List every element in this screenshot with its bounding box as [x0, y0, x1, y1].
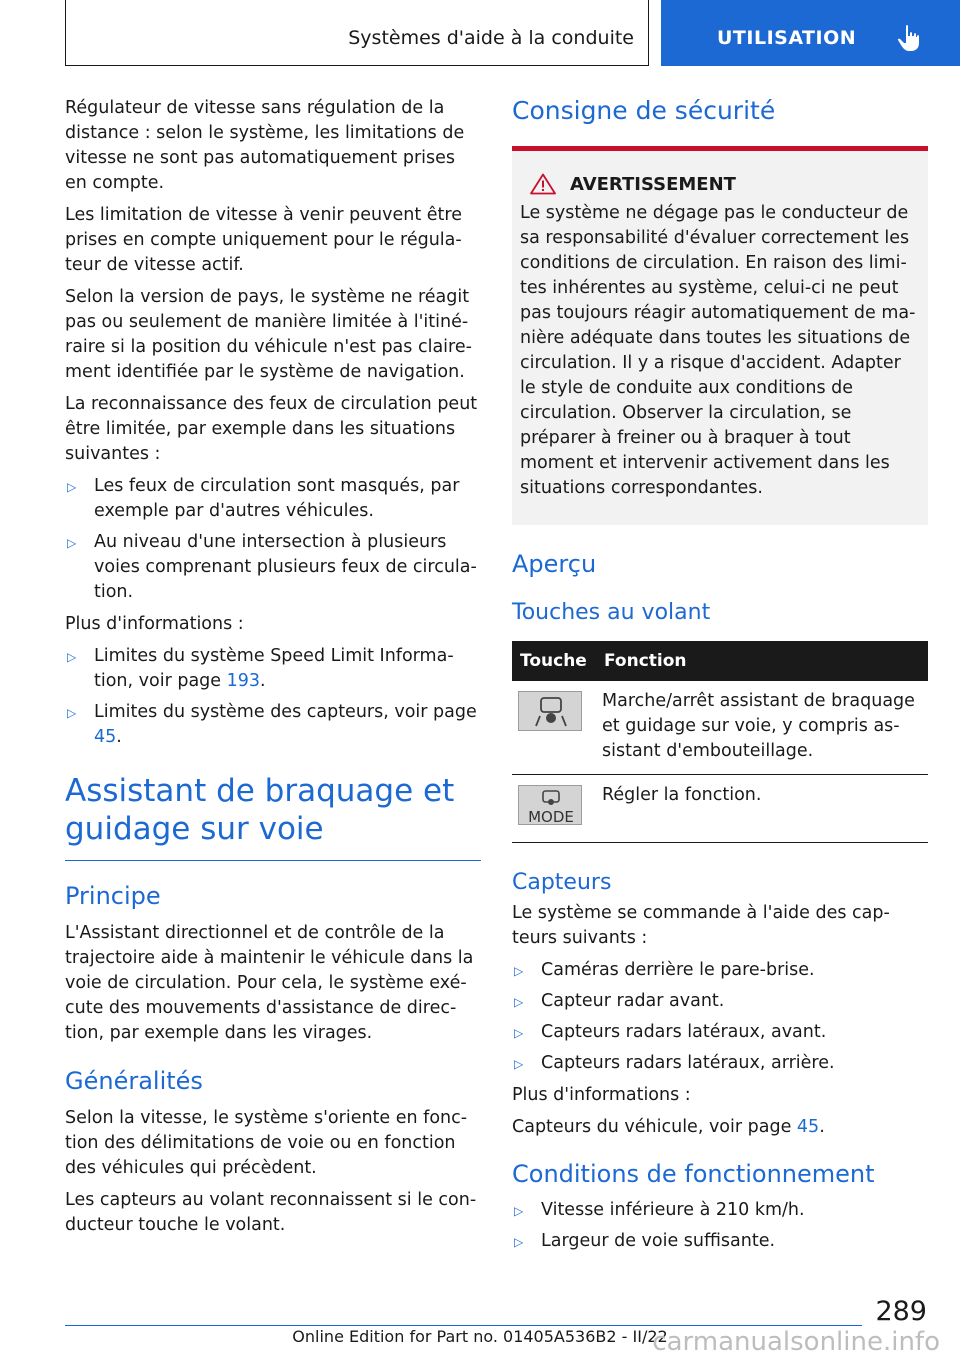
more-info-label: Plus d'informations :	[512, 1085, 691, 1105]
chapter-tab-label: UTILISATION	[717, 27, 857, 49]
list-item: ▷ Caméras derrière le pare-brise.	[512, 958, 928, 983]
list-item: ▷ Capteurs radars latéraux, avant.	[512, 1020, 928, 1045]
subsection-heading-touches: Touches au volant	[512, 600, 711, 625]
traffic-light-limits-list	[65, 474, 481, 605]
paragraph: Les limitation de vitesse à venir peuvent être prises en compte uniquement pour le régulateur de vitesse actif.	[65, 205, 462, 275]
chapter-tab[interactable]	[661, 0, 960, 66]
warning-text: Le système ne dégage pas le conducteur de sa responsabilité d'évaluer correctement les conditions de circulation. En raison des limites inhérentes au système, celui-ci ne peut pas toujours réagir automatiquement de manière adéquate dans toutes les situations de circulation. Il y a risque d'accident. Adapter le style de conduite aux conditions de circulation. Observer la circulation, se préparer à freiner ou à braquer à tout moment et intervenir activement dans les situations correspondantes.	[520, 203, 916, 498]
footer-divider	[65, 1325, 862, 1326]
header-section-box	[65, 0, 649, 66]
section-heading-principe: Principe	[65, 882, 161, 910]
list-item: ▷ Limites du système Speed Limit Information, voir page 193.	[67, 646, 454, 691]
hand-pointer-icon	[897, 24, 923, 56]
paragraph: La reconnaissance des feux de circulation peut être limitée, par exemple dans les situations suivantes :	[65, 394, 478, 464]
subsection-heading-capteurs: Capteurs	[512, 870, 612, 895]
section-title: Systèmes d'aide à la conduite	[348, 27, 634, 49]
list-item: ▷ Largeur de voie suffisante.	[512, 1229, 928, 1254]
page-link[interactable]: 45	[94, 727, 117, 747]
sensors-reference: Capteurs du véhicule, voir page 45.	[512, 1117, 825, 1137]
triangle-bullet-icon: ▷	[514, 1026, 524, 1040]
list-item: ▷ Les feux de circulation sont masqués, par exemple par d'autres véhicules.	[67, 476, 460, 521]
triangle-bullet-icon: ▷	[514, 1057, 524, 1071]
paragraph: Selon la vitesse, le système s'oriente en fonction des délimitations de voie ou en fonction des véhicules qui précèdent.	[65, 1108, 468, 1178]
section-heading-apercu: Aperçu	[512, 550, 597, 578]
chapter-title: Assistant de braquage et guidage sur voie	[65, 772, 481, 861]
list-item: ▷ Limites du système des capteurs, voir page 45.	[67, 702, 477, 747]
paragraph: Selon la version de pays, le système ne réagit pas ou seulement de manière limitée à l'itinéraire si la position du véhicule n'est pas clairement identifiée par le système de navigation.	[65, 287, 472, 382]
warning-triangle-icon	[530, 173, 556, 195]
page-link[interactable]: 193	[226, 671, 261, 691]
paragraph: Les capteurs au volant reconnaissent si le conducteur touche le volant.	[65, 1190, 477, 1235]
page-number: 289	[875, 1296, 927, 1327]
warning-box	[512, 146, 928, 525]
list-item: ▷ Vitesse inférieure à 210 km/h.	[512, 1198, 928, 1223]
more-info-list	[65, 644, 481, 750]
list-item: ▷ Capteur radar avant.	[512, 989, 928, 1014]
table-row	[512, 775, 928, 843]
subsection-heading-conditions: Conditions de fonctionnement	[512, 1160, 875, 1188]
section-heading-generalites: Généralités	[65, 1067, 203, 1095]
buttons-table	[512, 641, 928, 843]
mode-button-label: MODE	[528, 808, 574, 826]
lane-assist-button-icon	[518, 691, 582, 731]
table-row	[512, 681, 928, 775]
edition-footer: Online Edition for Part no. 01405A536B2 - II/22	[292, 1327, 668, 1346]
table-cell-function: Marche/arrêt assistant de braquage et guidage sur voie, y compris assistant d'embouteillage.	[596, 681, 928, 775]
sensors-list	[512, 958, 928, 1076]
triangle-bullet-icon: ▷	[514, 995, 524, 1009]
triangle-bullet-icon: ▷	[67, 706, 77, 720]
table-header-touche: Touche	[512, 641, 596, 681]
left-column	[65, 96, 481, 1245]
page-link[interactable]: 45	[796, 1117, 820, 1137]
paragraph: L'Assistant directionnel et de contrôle de la trajectoire aide à maintenir le véhicule dans la voie de circulation. Pour cela, le système exécute des mouvements d'assistance de direction, par exemple dans les virages.	[65, 923, 474, 1043]
list-item: ▷ Au niveau d'une intersection à plusieurs voies comprenant plusieurs feux de circulation.	[67, 532, 477, 602]
paragraph: Le système se commande à l'aide des capteurs suivants :	[512, 903, 890, 948]
triangle-bullet-icon: ▷	[67, 480, 77, 494]
triangle-bullet-icon: ▷	[514, 1204, 524, 1218]
triangle-bullet-icon: ▷	[514, 964, 524, 978]
page-header	[0, 0, 960, 66]
triangle-bullet-icon: ▷	[67, 536, 77, 550]
triangle-bullet-icon: ▷	[67, 650, 77, 664]
table-header-row	[512, 641, 928, 681]
paragraph: Régulateur de vitesse sans régulation de la distance : selon le système, les limitations de vitesse ne sont pas automatiquement prises en compte.	[65, 98, 465, 193]
table-header-fonction: Fonction	[596, 641, 928, 681]
table-cell-function: Régler la fonction.	[596, 775, 928, 843]
warning-title: AVERTISSEMENT	[520, 173, 920, 195]
right-column	[512, 96, 928, 1261]
list-item: ▷ Capteurs radars latéraux, arrière.	[512, 1051, 928, 1076]
watermark-logo: carmanualsonline.info	[652, 1327, 940, 1357]
more-info-label: Plus d'informations :	[65, 614, 244, 634]
triangle-bullet-icon: ▷	[514, 1235, 524, 1249]
section-heading-consigne: Consigne de sécurité	[512, 96, 776, 125]
conditions-list	[512, 1198, 928, 1254]
mode-button-icon	[518, 785, 582, 825]
